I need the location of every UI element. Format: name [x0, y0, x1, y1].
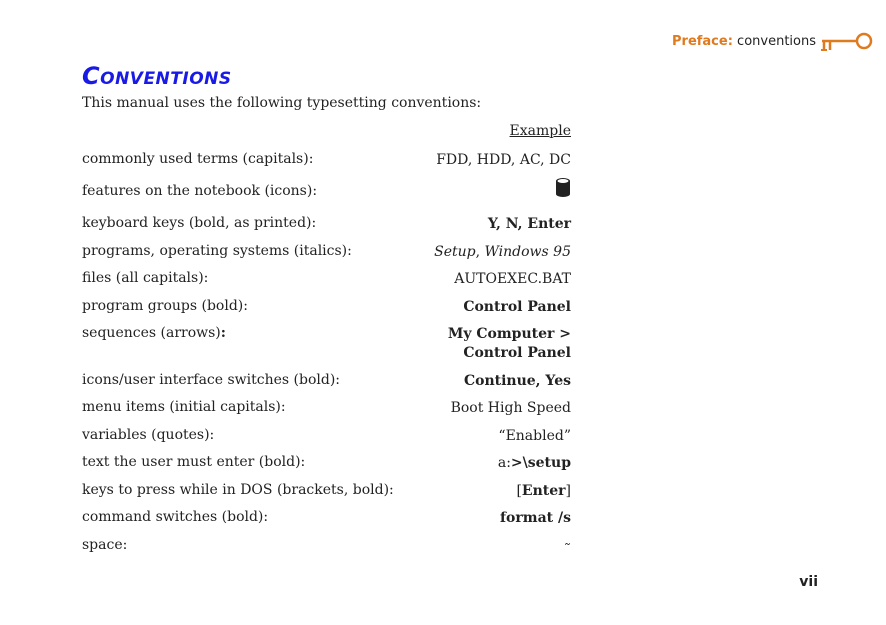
page-title: Conventions: [82, 62, 232, 90]
example-line-1: My Computer >: [447, 326, 571, 342]
convention-example: Boot High Speed: [450, 400, 571, 416]
convention-example: Y, N, Enter: [487, 216, 571, 232]
label-text: sequences (arrows): [82, 325, 221, 341]
convention-label: programs, operating systems (italics):: [82, 243, 352, 259]
running-header: [672, 34, 816, 49]
convention-label: keyboard keys (bold, as printed):: [82, 215, 317, 231]
bracket-open: [: [516, 483, 522, 499]
header-topic: conventions: [737, 34, 816, 49]
convention-label: text the user must enter (bold):: [82, 454, 306, 470]
example-drive: a:: [497, 455, 511, 471]
convention-label: files (all capitals):: [82, 270, 209, 286]
example-command: >\setup: [510, 455, 571, 471]
convention-example: Control Panel: [463, 299, 571, 315]
example-program: Setup: [434, 244, 476, 260]
convention-example: FDD, HDD, AC, DC: [436, 152, 571, 168]
key-logo-icon: [818, 30, 874, 54]
bracket-close: ]: [565, 483, 571, 499]
example-os: Windows 95: [484, 244, 571, 260]
convention-example: “Enabled”: [498, 428, 571, 444]
convention-label: command switches (bold):: [82, 509, 269, 525]
convention-example: AUTOEXEC.BAT: [454, 271, 571, 287]
convention-label: features on the notebook (icons):: [82, 183, 318, 199]
convention-example: [448, 325, 571, 363]
convention-label: [82, 325, 226, 341]
hard-disk-icon: [555, 177, 571, 199]
header-section: Preface:: [672, 34, 733, 49]
convention-label: menu items (initial capitals):: [82, 399, 286, 415]
intro-text: This manual uses the following typesetting conventions:: [82, 95, 482, 111]
example-column-header: Example: [509, 123, 571, 139]
convention-label: icons/user interface switches (bold):: [82, 372, 341, 388]
convention-example: ˜: [564, 542, 571, 558]
example-separator: ,: [475, 244, 485, 260]
convention-label: space:: [82, 537, 128, 553]
convention-label: commonly used terms (capitals):: [82, 151, 314, 167]
example-key: Enter: [521, 483, 566, 499]
page-number: vii: [799, 574, 818, 590]
convention-label: program groups (bold):: [82, 298, 248, 314]
convention-example: [516, 482, 571, 501]
convention-example: Continue, Yes: [463, 373, 571, 389]
convention-label: variables (quotes):: [82, 427, 215, 443]
convention-example: format /s: [500, 510, 571, 526]
convention-label: keys to press while in DOS (brackets, bold):: [82, 482, 394, 498]
example-line-2: Control Panel: [463, 345, 571, 361]
label-colon: :: [220, 325, 226, 341]
convention-example: [498, 454, 571, 473]
convention-example: [434, 243, 571, 262]
